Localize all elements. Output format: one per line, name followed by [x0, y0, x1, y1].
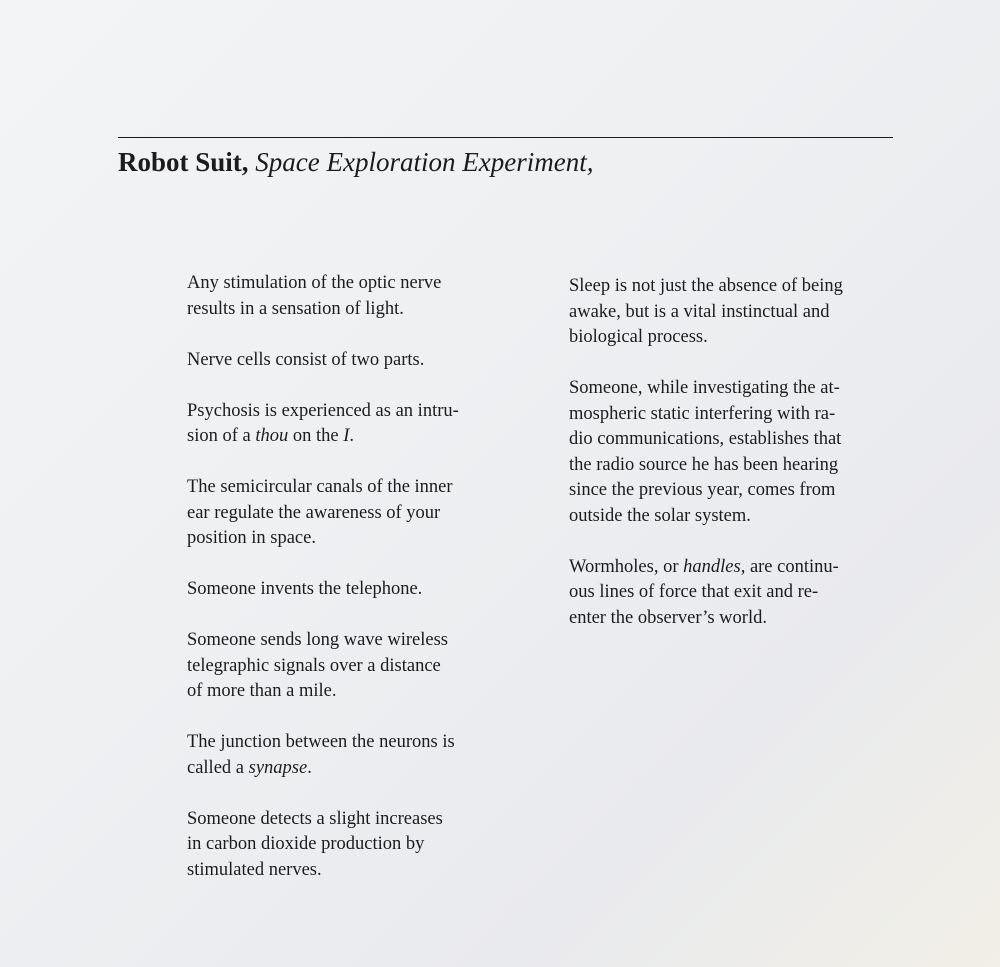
paragraph [187, 730, 517, 781]
text-run: Sleep is not just the absence of being [569, 276, 843, 296]
text-run: position in space. [187, 528, 316, 548]
text-run: The semicircular canals of the inner [187, 477, 453, 497]
italic-term: handles [683, 556, 741, 577]
text-run: awake, but is a vital instinctual and [569, 301, 830, 322]
text-line [569, 606, 899, 632]
text-line [187, 348, 517, 374]
text-line [569, 478, 899, 504]
text-line [187, 475, 517, 501]
paragraph [187, 577, 517, 603]
text-run: The junction between the neurons is [187, 732, 455, 752]
text-run: Someone sends long wave wireless [187, 630, 449, 650]
text-line [569, 555, 899, 581]
text-run: Someone detects a slight increases [187, 808, 443, 829]
text-line [187, 807, 517, 833]
text-run: biological process. [569, 327, 708, 347]
text-run: enter the observer’s world. [569, 607, 767, 628]
text-run: of more than a mile. [187, 681, 337, 701]
text-line [187, 628, 517, 654]
text-line [187, 756, 517, 782]
text-run: , are continu- [740, 556, 839, 577]
text-run: . [349, 426, 355, 446]
paragraph [187, 399, 517, 450]
text-line [187, 297, 517, 323]
text-line [187, 679, 517, 705]
text-run: outside the solar system. [569, 505, 751, 526]
text-run: mospheric static interfering with ra- [569, 403, 836, 424]
text-line [187, 399, 517, 425]
italic-term: thou [255, 426, 289, 446]
text-run: since the previous year, comes from [569, 480, 836, 500]
text-line [569, 580, 899, 606]
text-line [187, 654, 517, 680]
text-run: sion of a [187, 426, 256, 446]
text-line [569, 402, 899, 428]
text-run: on the [288, 426, 344, 446]
text-line [569, 376, 899, 402]
paragraph [569, 555, 899, 632]
text-line [569, 274, 899, 300]
text-line [569, 427, 899, 453]
text-run: ear regulate the awareness of your [187, 502, 441, 523]
text-line [187, 424, 517, 450]
paragraph [569, 376, 899, 529]
paragraph [187, 271, 517, 322]
italic-term: I [343, 426, 350, 446]
text-line [187, 577, 517, 603]
title-italic: Space Exploration Experiment, [255, 147, 594, 177]
text-line [187, 730, 517, 756]
text-run: Someone, while investigating the at- [569, 378, 840, 398]
paragraph [187, 348, 517, 374]
paragraph [187, 475, 517, 552]
text-run: Psychosis is experienced as an intru- [187, 400, 459, 421]
text-line [187, 271, 517, 297]
text-run: in carbon dioxide production by [187, 834, 425, 854]
text-run: ous lines of force that exit and re- [569, 582, 819, 602]
text-run: dio communications, establishes that [569, 429, 842, 449]
text-line [187, 858, 517, 884]
text-line [569, 504, 899, 530]
text-line [569, 300, 899, 326]
heading-rule [118, 137, 893, 138]
text-run: telegraphic signals over a distance [187, 655, 441, 676]
text-line [569, 453, 899, 479]
page-title [118, 142, 593, 182]
text-run: the radio source he has been hearing [569, 454, 839, 475]
text-line [187, 501, 517, 527]
text-run: Someone invents the telephone. [187, 579, 423, 599]
text-run: . [307, 757, 312, 778]
text-run: stimulated nerves. [187, 859, 322, 880]
left-column [187, 271, 517, 909]
text-line [187, 832, 517, 858]
italic-term: synapse [248, 757, 308, 778]
text-run: results in a sensation of light. [187, 298, 404, 319]
text-line [187, 526, 517, 552]
text-run: Any stimulation of the optic nerve [187, 273, 442, 293]
paragraph [187, 628, 517, 705]
right-column [569, 274, 899, 657]
text-run: Wormholes, or [569, 556, 684, 577]
title-bold: Robot Suit, [118, 147, 249, 177]
paragraph [187, 807, 517, 884]
paragraph [569, 274, 899, 351]
text-run: Nerve cells consist of two parts. [187, 349, 425, 370]
text-line [569, 325, 899, 351]
text-run: called a [187, 757, 249, 778]
